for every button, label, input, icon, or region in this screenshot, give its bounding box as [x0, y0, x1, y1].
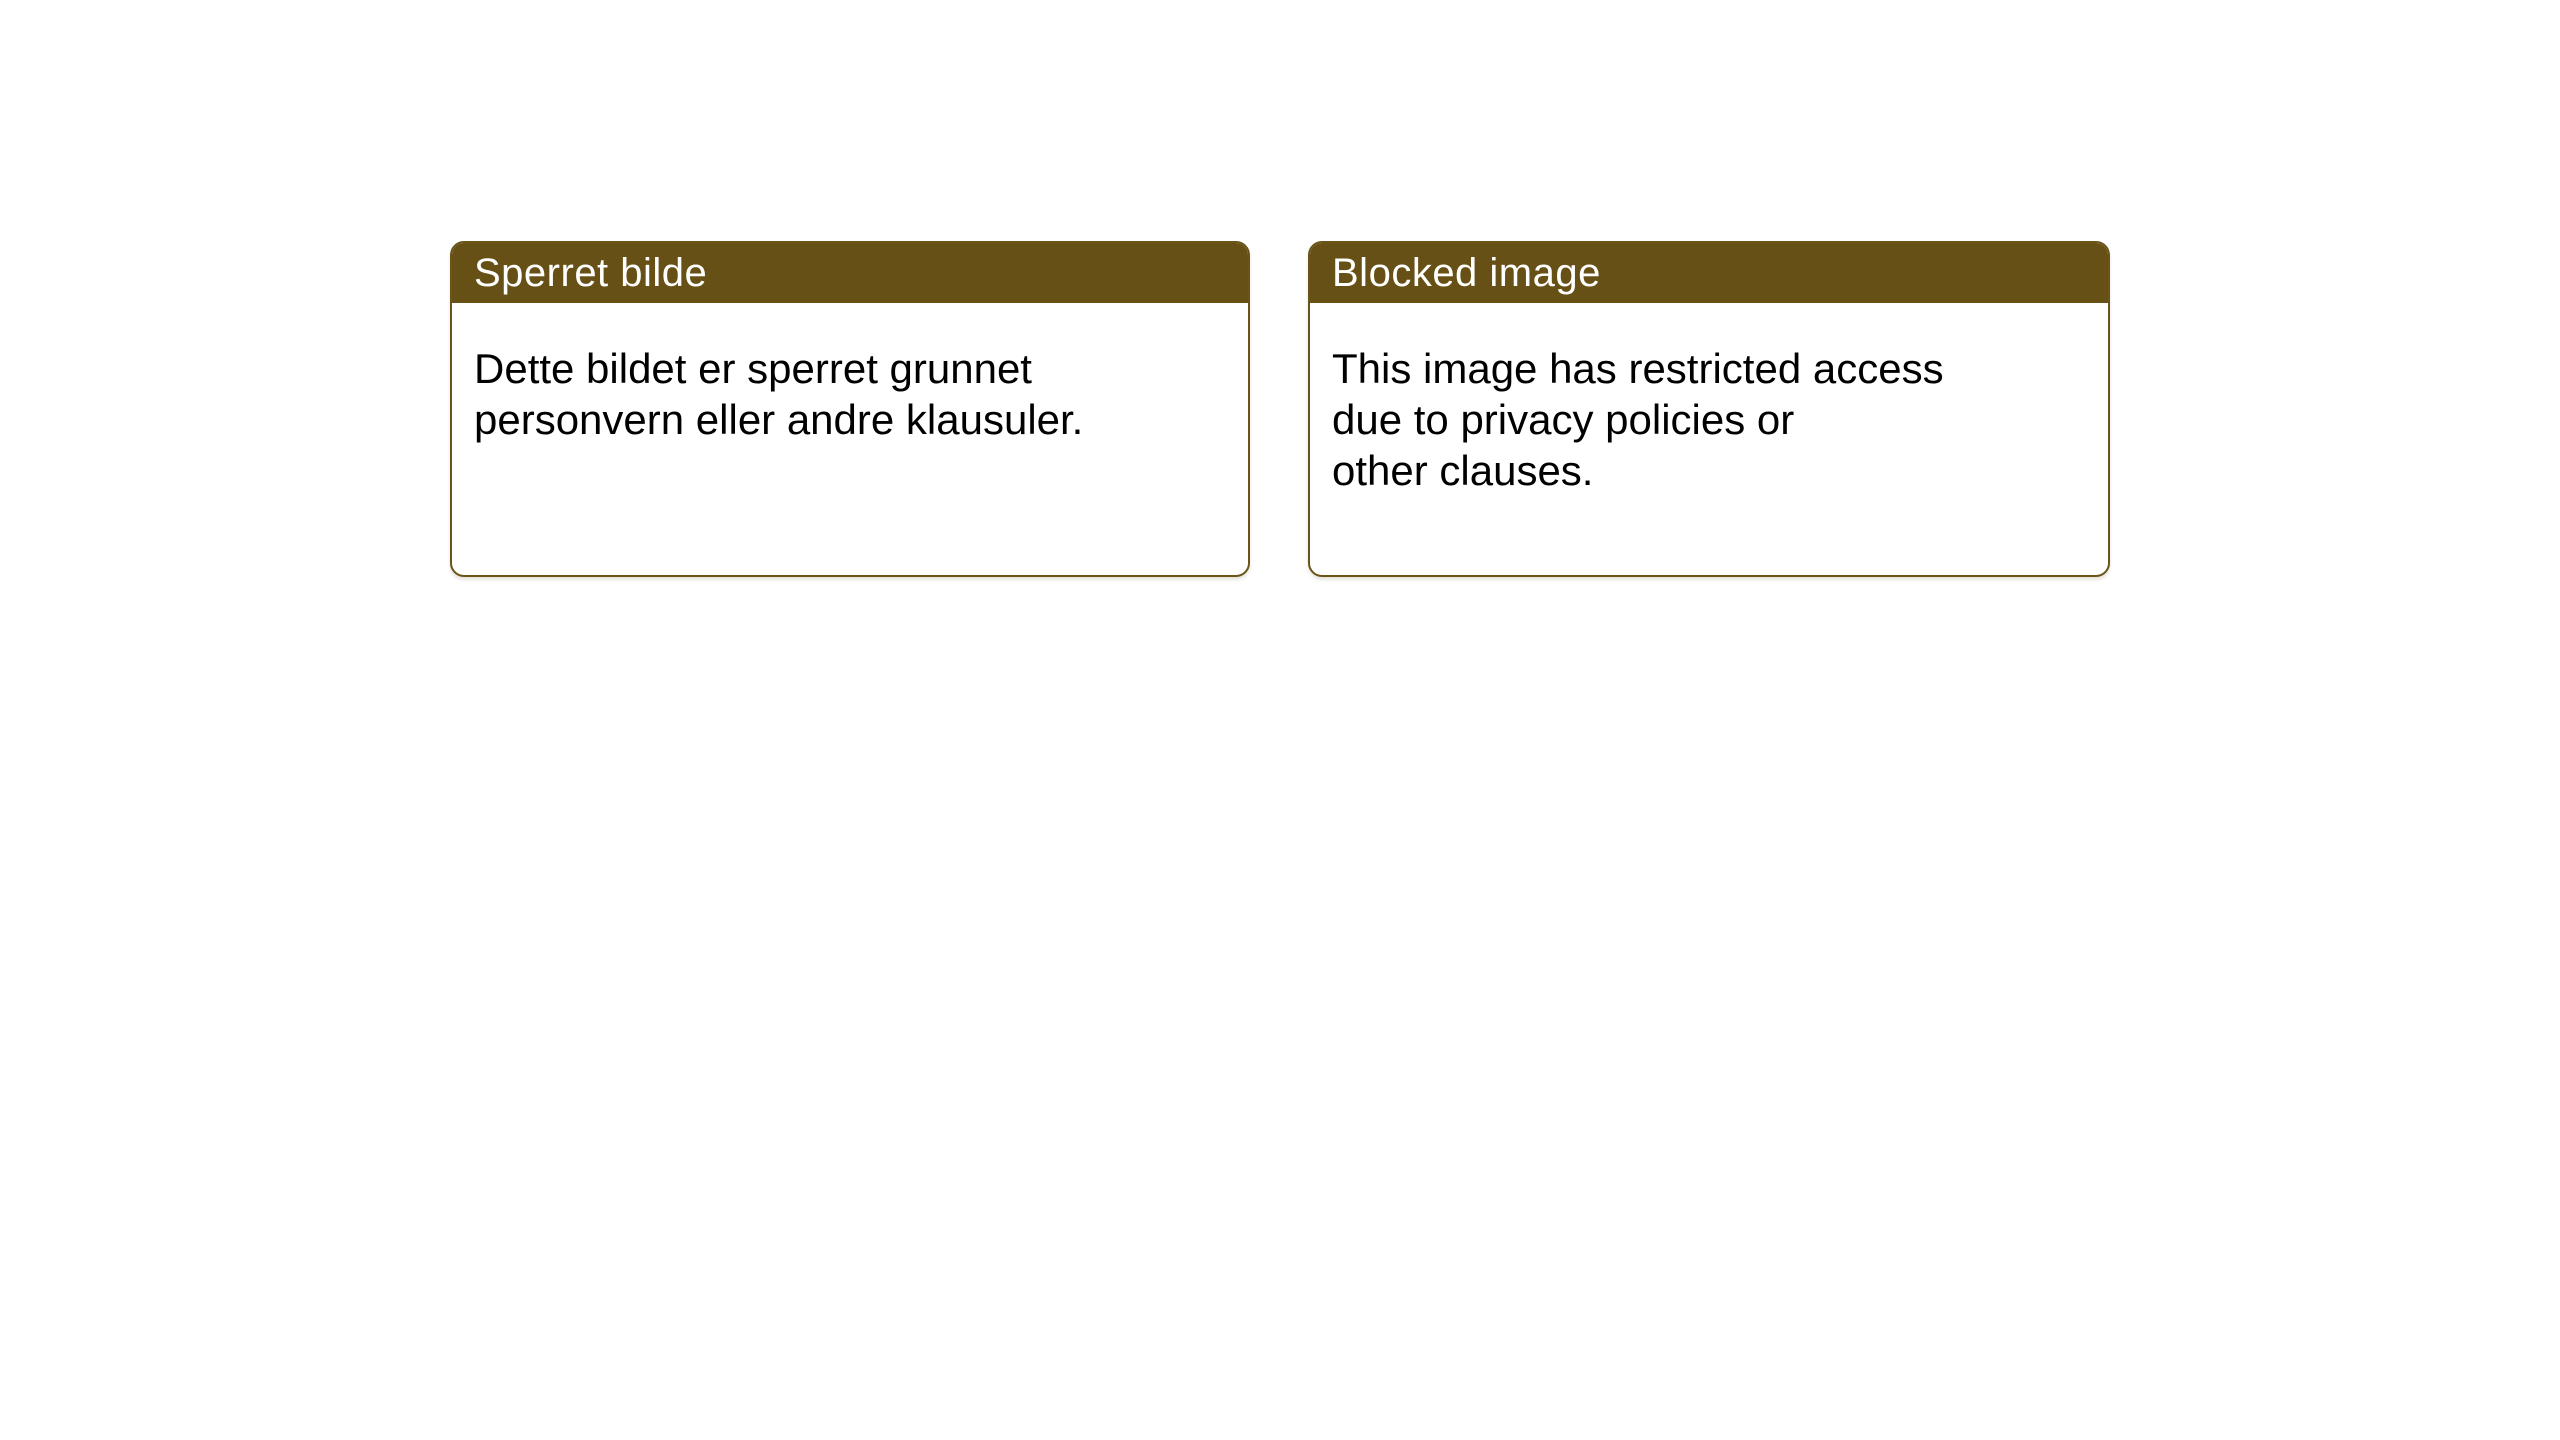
card-body-line: due to privacy policies or — [1332, 396, 1795, 443]
blocked-image-card-english — [1308, 241, 2110, 577]
card-body-line: personvern eller andre klausuler. — [474, 396, 1084, 443]
card-title: Sperret bilde — [474, 250, 708, 295]
card-body-line: Dette bildet er sperret grunnet — [474, 345, 1032, 392]
card-header — [1310, 243, 2108, 303]
card-header — [452, 243, 1248, 303]
card-title: Blocked image — [1332, 250, 1601, 295]
card-body — [1310, 303, 2108, 496]
blocked-image-card-norwegian — [450, 241, 1250, 577]
card-body — [452, 303, 1248, 445]
card-body-line: other clauses. — [1332, 447, 1594, 494]
card-body-line: This image has restricted access — [1332, 345, 1944, 392]
